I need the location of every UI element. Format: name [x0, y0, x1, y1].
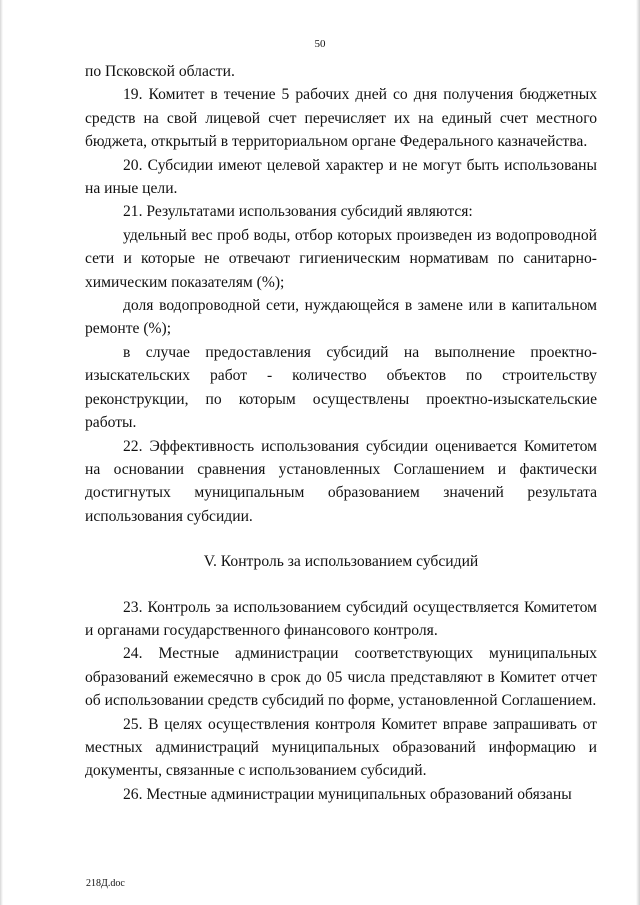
document-body [85, 60, 597, 806]
paragraph-21-item-network-share: доля водопроводной сети, нуждающейся в замене или в капитальном ремонте (%); [85, 297, 597, 338]
paragraph-continuation: по Псковской области. [85, 63, 235, 80]
paragraph-20: 20. Субсидии имеют целевой характер и не могут быть использованы на иные цели. [85, 156, 597, 198]
section-heading: V. Контроль за использованием субсидий [203, 553, 479, 571]
scan-edge-right [636, 0, 640, 905]
paragraph-25: 25. В целях осуществления контроля Комитет вправе запрашивать от местных администраций муниципальных образований информацию и документы, связанные с использованием субсидий. [85, 715, 597, 780]
page-number: 50 [314, 38, 326, 50]
paragraph-24: 24. Местные администрации соответствующих муниципальных образований ежемесячно в срок до 05 числа представляют в Комитет отчет об использовании средств субсидий по форме, установленной Соглашением. [85, 645, 597, 710]
paragraph-21: 21. Результатами использования субсидий являются: [123, 203, 473, 221]
footer-file-name: 218Д.doc [86, 878, 125, 889]
paragraph-21-item-water-samples: удельный вес проб воды, отбор которых произведен из водопроводной сети и которые не отвечают гигиеническим нормативам по санитарно-химическим показателям (%); [85, 226, 597, 291]
paragraph-21-item-design-works: в случае предоставления субсидий на выполнение проектно-изыскательских работ - количество объектов по строительству реконструкции, по которым осуществлены проектно-изыскательские работы. [85, 343, 597, 432]
paragraph-22: 22. Эффективность использования субсидии оценивается Комитетом на основании сравнения установленных Соглашением и фактически достигнутых муниципальным образованием значений результата использования субсидии. [85, 437, 597, 525]
paragraph-26: 26. Местные администрации муниципальных образований обязаны [123, 785, 572, 803]
paragraph-23: 23. Контроль за использованием субсидий осуществляется Комитетом и органами государственного финансового контроля. [85, 598, 597, 639]
paragraph-19: 19. Комитет в течение 5 рабочих дней со дня получения бюджетных средств на свой лицевой счет перечисляет их на единый счет местного бюджета, открытый в территориальном органе Федерального казначейства. [85, 86, 597, 151]
scan-edge-left [0, 0, 3, 905]
